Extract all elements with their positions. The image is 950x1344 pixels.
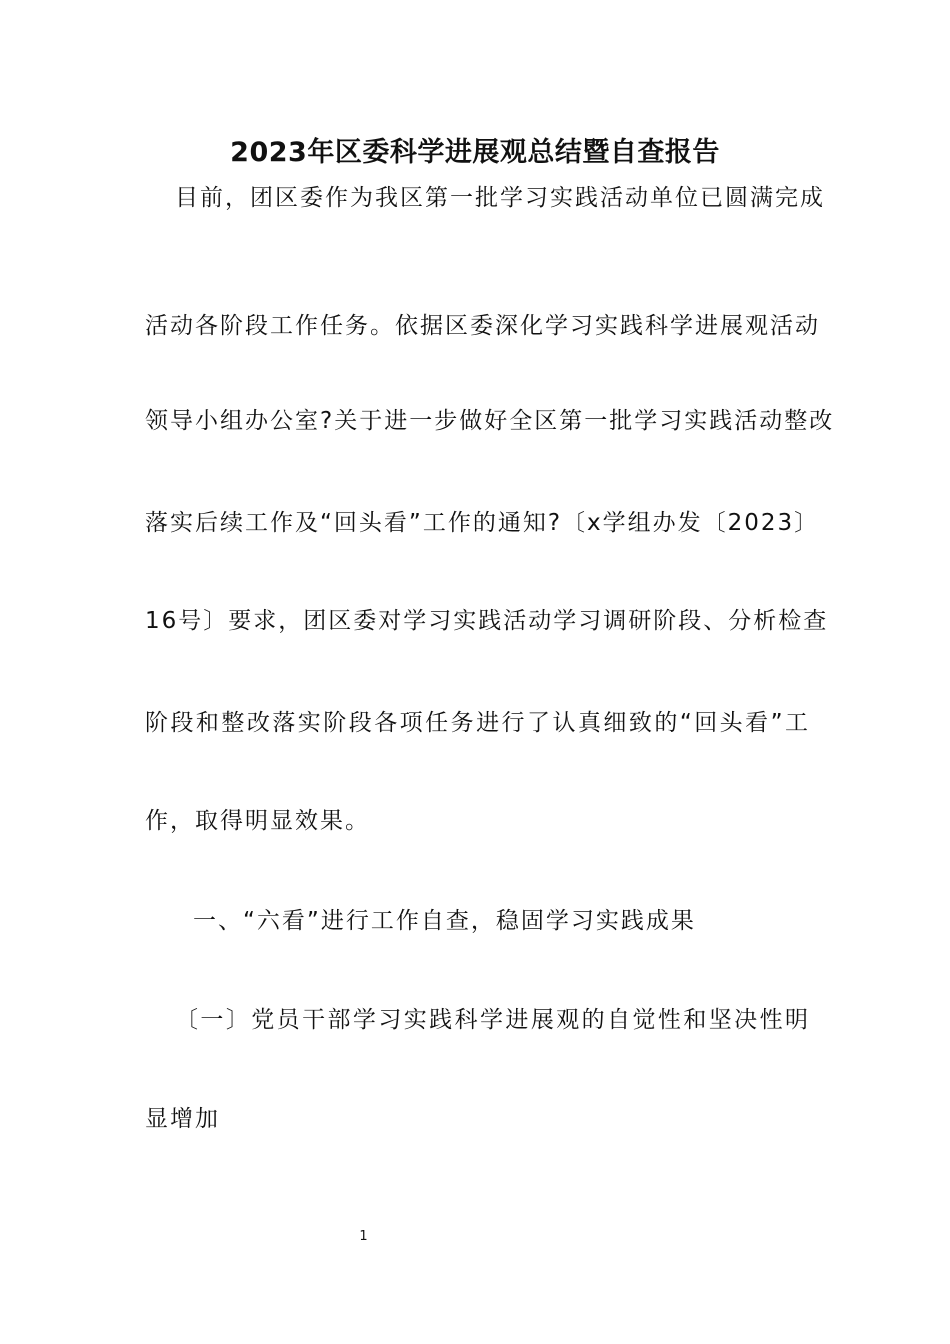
paragraph-line: 目前，团区委作为我区第一批学习实践活动单位已圆满完成 [175,185,825,211]
paragraph-line: 领导小组办公室?关于进一步做好全区第一批学习实践活动整改 [145,408,835,434]
page-number: 1 [359,1229,368,1244]
subsection-heading-line: 〔一〕党员干部学习实践科学进展观的自觉性和坚决性明 [175,1007,810,1033]
paragraph-line: 16号〕要求，团区委对学习实践活动学习调研阶段、分析检查 [145,608,829,634]
paragraph-line: 活动各阶段工作任务。依据区委深化学习实践科学进展观活动 [145,313,820,339]
section-heading: 一、“六看”进行工作自查，稳固学习实践成果 [193,908,696,934]
paragraph-line: 阶段和整改落实阶段各项任务进行了认真细致的“回头看”工 [145,710,810,736]
subsection-heading-line: 显增加 [145,1106,220,1132]
paragraph-line: 作，取得明显效果。 [145,808,370,834]
paragraph-line: 落实后续工作及“回头看”工作的通知?〔x学组办发〔2023〕 [145,510,820,536]
document-title: 2023年区委科学进展观总结暨自查报告 [230,137,720,168]
